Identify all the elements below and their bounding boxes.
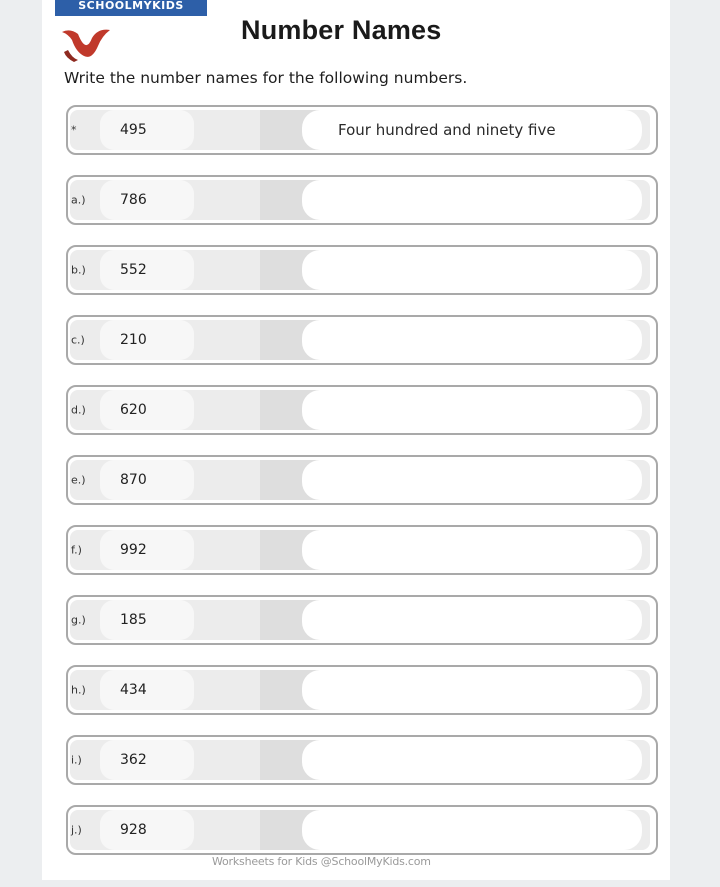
logo-tagline bbox=[58, 15, 203, 20]
question-row bbox=[66, 385, 658, 435]
row-label: i.) bbox=[71, 753, 82, 767]
question-row bbox=[66, 595, 658, 645]
site-logo: SCHOOLMYKIDS bbox=[55, 0, 207, 16]
row-label: b.) bbox=[71, 263, 86, 277]
row-label: a.) bbox=[71, 193, 86, 207]
row-number: 434 bbox=[120, 682, 147, 698]
row-number: 495 bbox=[120, 122, 147, 138]
question-row bbox=[66, 665, 658, 715]
mascot-icon bbox=[58, 24, 116, 62]
row-label: f.) bbox=[71, 543, 82, 557]
row-number: 552 bbox=[120, 262, 147, 278]
question-row bbox=[66, 455, 658, 505]
row-number: 210 bbox=[120, 332, 147, 348]
footer-credit: Worksheets for Kids @SchoolMyKids.com bbox=[212, 855, 431, 868]
row-number: 362 bbox=[120, 752, 147, 768]
row-label: e.) bbox=[71, 473, 86, 487]
row-number: 786 bbox=[120, 192, 147, 208]
row-label: * bbox=[71, 123, 77, 137]
row-number: 870 bbox=[120, 472, 147, 488]
question-row bbox=[66, 315, 658, 365]
answer-field: Four hundred and ninety five bbox=[338, 121, 556, 139]
row-number: 620 bbox=[120, 402, 147, 418]
row-label: c.) bbox=[71, 333, 85, 347]
row-label: d.) bbox=[71, 403, 86, 417]
row-number: 992 bbox=[120, 542, 147, 558]
row-label: h.) bbox=[71, 683, 86, 697]
question-row bbox=[66, 735, 658, 785]
question-row bbox=[66, 525, 658, 575]
question-row bbox=[66, 805, 658, 855]
question-row bbox=[66, 245, 658, 295]
row-number: 928 bbox=[120, 822, 147, 838]
row-label: g.) bbox=[71, 613, 86, 627]
row-number: 185 bbox=[120, 612, 147, 628]
instruction-text: Write the number names for the following numbers. bbox=[64, 69, 468, 87]
example-row bbox=[66, 105, 658, 155]
row-label: j.) bbox=[71, 823, 82, 837]
page-title: Number Names bbox=[241, 15, 442, 45]
question-row bbox=[66, 175, 658, 225]
